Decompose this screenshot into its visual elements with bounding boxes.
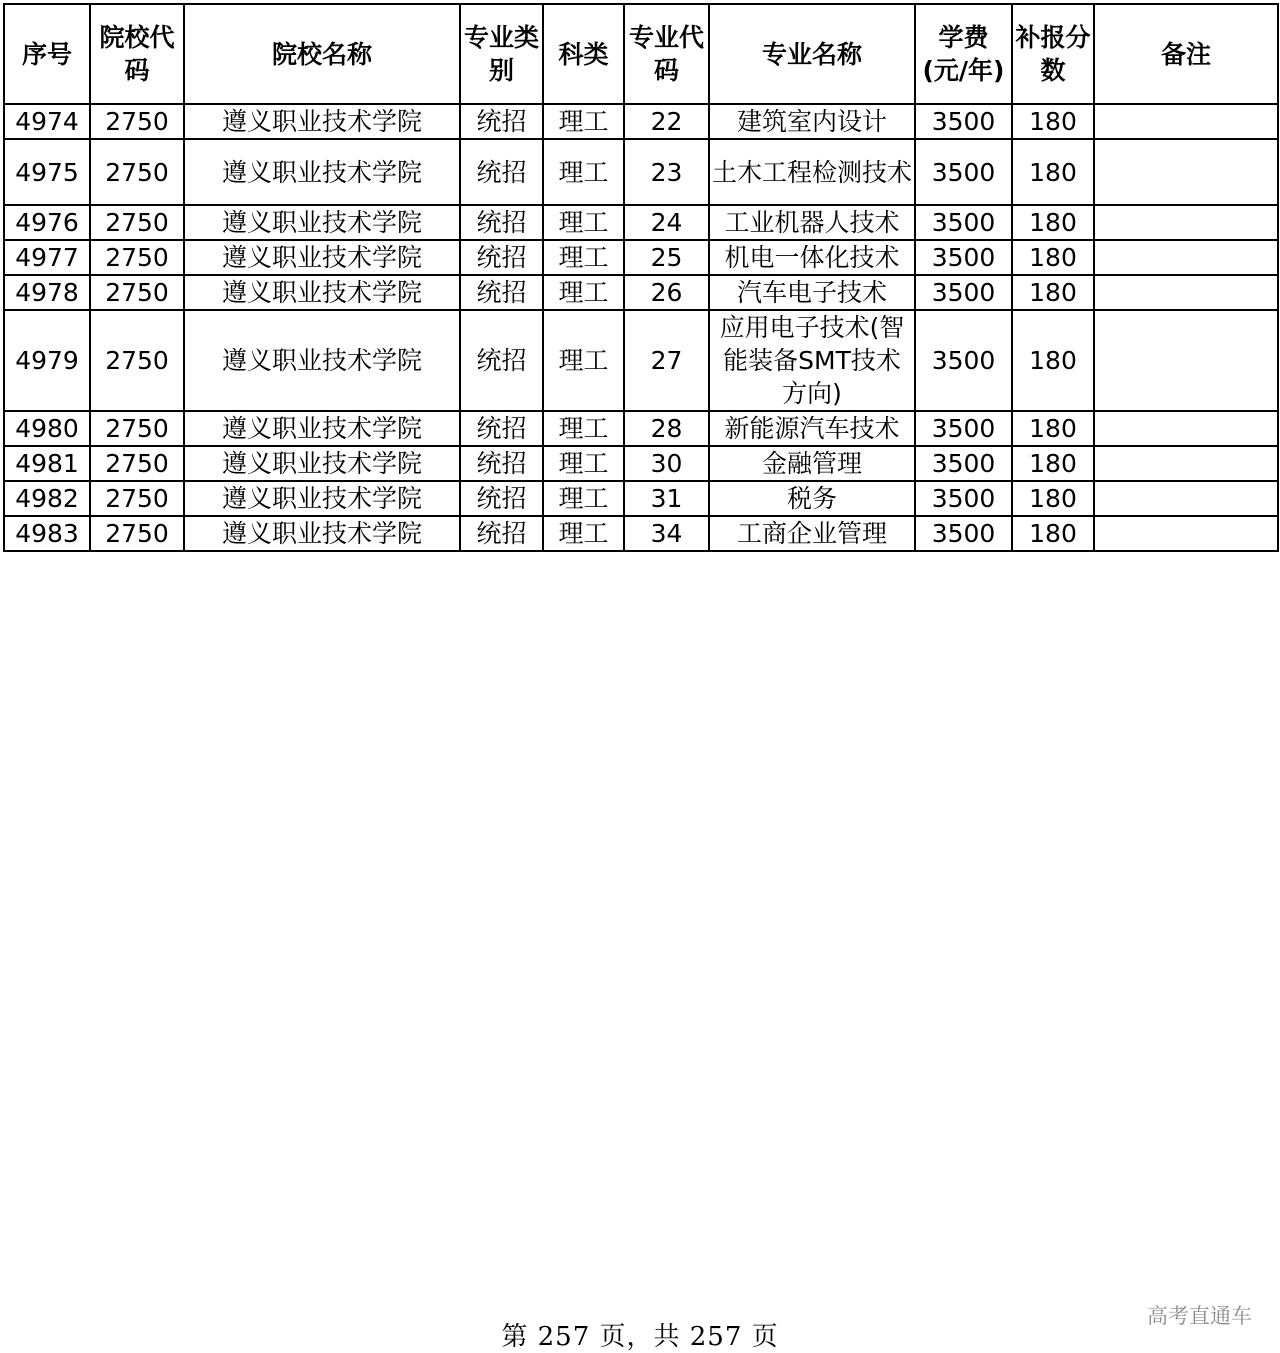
cell-subject: 理工 [543,481,624,516]
cell-note [1094,516,1278,551]
cell-category: 统招 [460,139,543,205]
cell-major-code: 24 [624,205,709,240]
cell-score: 180 [1012,481,1094,516]
cell-major-name: 工业机器人技术 [709,205,915,240]
cell-major-name: 土木工程检测技术 [709,139,915,205]
table-header [4,4,1278,104]
table-row [4,104,1278,139]
table-row [4,310,1278,411]
cell-score: 180 [1012,104,1094,139]
cell-school-code: 2750 [90,516,184,551]
cell-school-code: 2750 [90,411,184,446]
header-category: 专业类别 [460,4,543,104]
cell-school-name: 遵义职业技术学院 [184,139,460,205]
cell-note [1094,240,1278,275]
cell-tuition: 3500 [915,275,1012,310]
cell-tuition: 3500 [915,240,1012,275]
page-number-footer: 第 257 页，共 257 页 [501,1322,779,1352]
cell-note [1094,139,1278,205]
cell-seq: 4975 [4,139,90,205]
cell-category: 统招 [460,411,543,446]
cell-major-name: 工商企业管理 [709,516,915,551]
header-seq: 序号 [4,4,90,104]
cell-subject: 理工 [543,205,624,240]
cell-score: 180 [1012,240,1094,275]
cell-note [1094,411,1278,446]
table-row [4,205,1278,240]
cell-school-code: 2750 [90,240,184,275]
header-school-name: 院校名称 [184,4,460,104]
cell-note [1094,310,1278,411]
cell-category: 统招 [460,240,543,275]
cell-major-code: 27 [624,310,709,411]
cell-major-name: 金融管理 [709,446,915,481]
table-row [4,240,1278,275]
cell-subject: 理工 [543,446,624,481]
table-row [4,516,1278,551]
cell-category: 统招 [460,104,543,139]
header-tuition: 学费(元/年) [915,4,1012,104]
cell-major-code: 34 [624,516,709,551]
header-subject: 科类 [543,4,624,104]
cell-subject: 理工 [543,411,624,446]
cell-seq: 4977 [4,240,90,275]
cell-school-code: 2750 [90,205,184,240]
cell-school-name: 遵义职业技术学院 [184,240,460,275]
cell-school-code: 2750 [90,104,184,139]
cell-tuition: 3500 [915,310,1012,411]
cell-major-code: 30 [624,446,709,481]
cell-note [1094,104,1278,139]
cell-tuition: 3500 [915,516,1012,551]
cell-score: 180 [1012,275,1094,310]
cell-subject: 理工 [543,275,624,310]
cell-major-name: 机电一体化技术 [709,240,915,275]
cell-school-name: 遵义职业技术学院 [184,310,460,411]
cell-score: 180 [1012,446,1094,481]
cell-school-name: 遵义职业技术学院 [184,104,460,139]
cell-note [1094,481,1278,516]
cell-note [1094,205,1278,240]
admission-table [3,3,1279,552]
cell-tuition: 3500 [915,481,1012,516]
table-row [4,275,1278,310]
cell-major-name: 建筑室内设计 [709,104,915,139]
header-note: 备注 [1094,4,1278,104]
cell-tuition: 3500 [915,104,1012,139]
cell-category: 统招 [460,481,543,516]
header-row [4,4,1278,104]
cell-subject: 理工 [543,240,624,275]
cell-score: 180 [1012,139,1094,205]
cell-school-code: 2750 [90,310,184,411]
cell-seq: 4982 [4,481,90,516]
cell-school-code: 2750 [90,481,184,516]
cell-major-code: 23 [624,139,709,205]
cell-category: 统招 [460,310,543,411]
table-body [4,104,1278,551]
cell-seq: 4976 [4,205,90,240]
header-major-name: 专业名称 [709,4,915,104]
cell-major-name: 税务 [709,481,915,516]
table-row [4,411,1278,446]
cell-school-name: 遵义职业技术学院 [184,275,460,310]
cell-school-code: 2750 [90,446,184,481]
cell-seq: 4983 [4,516,90,551]
cell-category: 统招 [460,205,543,240]
cell-category: 统招 [460,446,543,481]
cell-score: 180 [1012,411,1094,446]
cell-score: 180 [1012,516,1094,551]
cell-category: 统招 [460,516,543,551]
cell-school-name: 遵义职业技术学院 [184,446,460,481]
cell-school-name: 遵义职业技术学院 [184,481,460,516]
cell-note [1094,446,1278,481]
cell-school-name: 遵义职业技术学院 [184,516,460,551]
header-major-code: 专业代码 [624,4,709,104]
cell-major-code: 31 [624,481,709,516]
cell-major-code: 22 [624,104,709,139]
header-score: 补报分数 [1012,4,1094,104]
cell-seq: 4980 [4,411,90,446]
cell-subject: 理工 [543,516,624,551]
cell-major-code: 25 [624,240,709,275]
cell-major-code: 26 [624,275,709,310]
cell-school-name: 遵义职业技术学院 [184,411,460,446]
cell-school-code: 2750 [90,139,184,205]
cell-seq: 4979 [4,310,90,411]
cell-score: 180 [1012,205,1094,240]
cell-seq: 4974 [4,104,90,139]
cell-school-code: 2750 [90,275,184,310]
cell-category: 统招 [460,275,543,310]
watermark-text: 高考直通车 [1147,1304,1252,1328]
table-row [4,446,1278,481]
cell-tuition: 3500 [915,205,1012,240]
cell-major-name: 应用电子技术(智能装备SMT技术方向) [709,310,915,411]
cell-major-name: 新能源汽车技术 [709,411,915,446]
cell-tuition: 3500 [915,446,1012,481]
cell-seq: 4981 [4,446,90,481]
cell-tuition: 3500 [915,139,1012,205]
cell-score: 180 [1012,310,1094,411]
cell-major-code: 28 [624,411,709,446]
cell-tuition: 3500 [915,411,1012,446]
table-row [4,481,1278,516]
cell-seq: 4978 [4,275,90,310]
table-row [4,139,1278,205]
cell-school-name: 遵义职业技术学院 [184,205,460,240]
cell-subject: 理工 [543,104,624,139]
cell-subject: 理工 [543,139,624,205]
cell-major-name: 汽车电子技术 [709,275,915,310]
cell-note [1094,275,1278,310]
cell-subject: 理工 [543,310,624,411]
header-school-code: 院校代码 [90,4,184,104]
